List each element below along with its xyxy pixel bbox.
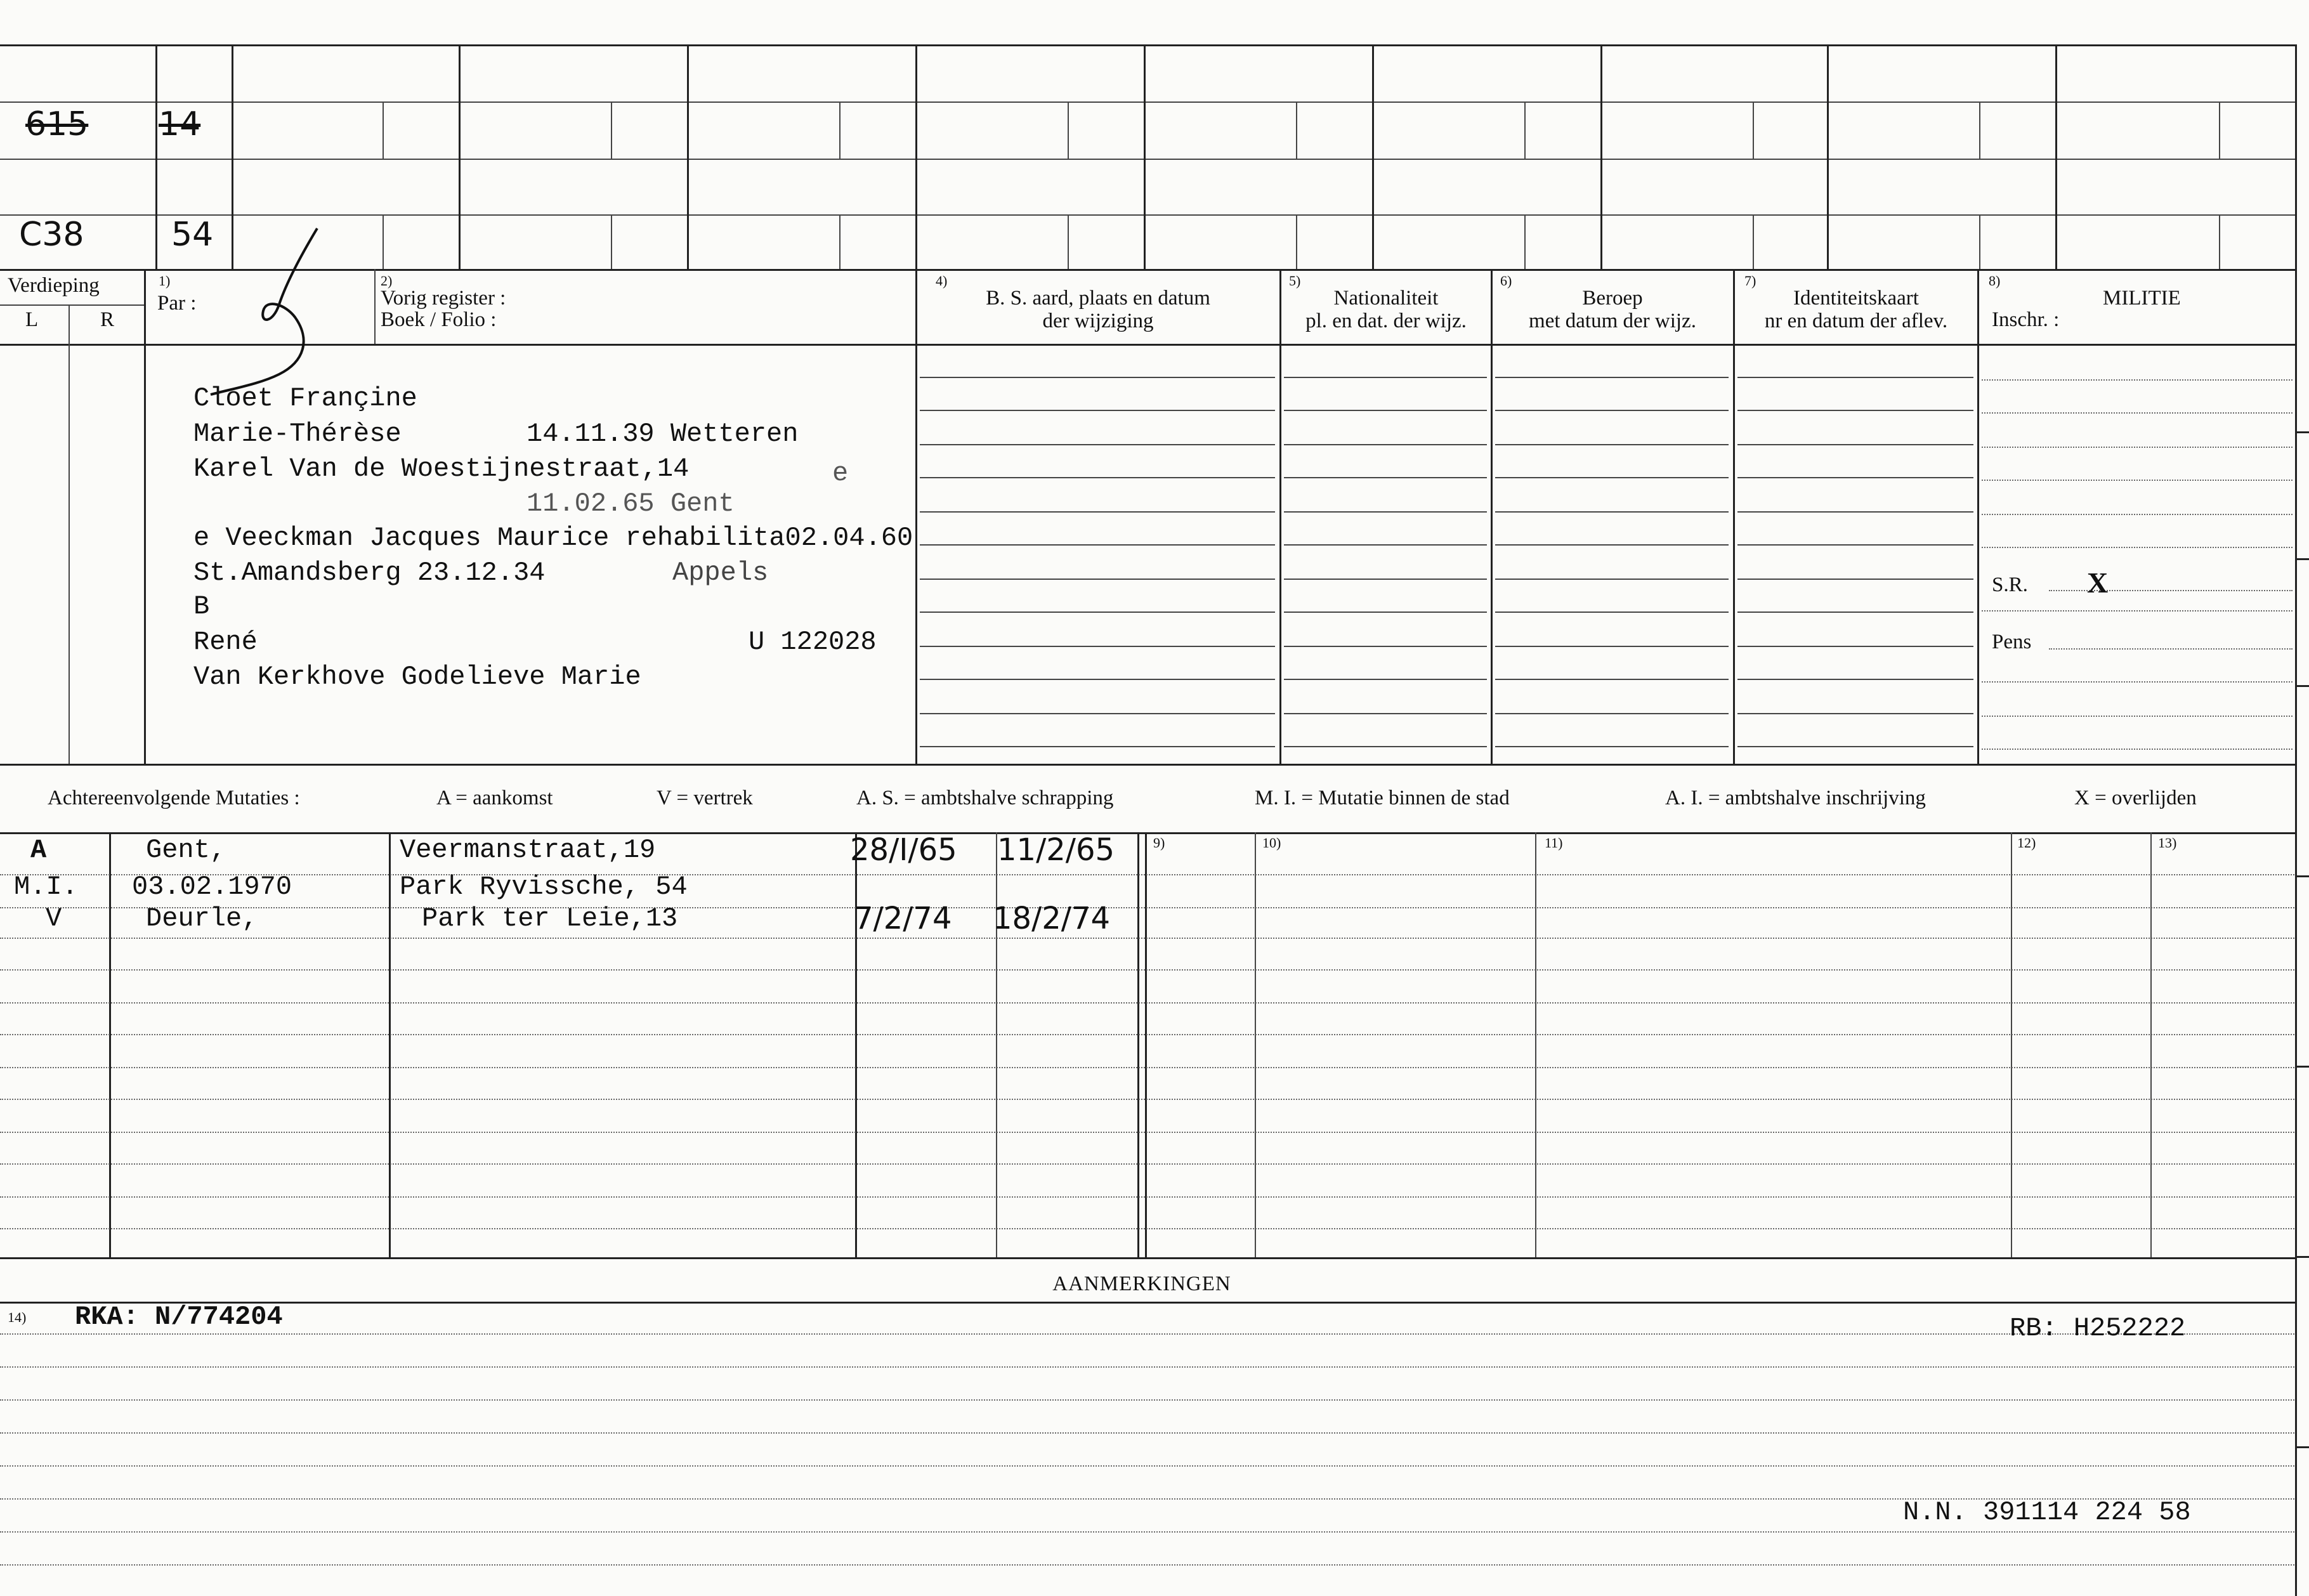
person-line-2-birth: 14.11.39 Wetteren <box>527 419 799 449</box>
militie-label: MILITIE <box>2103 287 2181 310</box>
mutation-code: V <box>46 903 62 934</box>
col-number-11: 11) <box>1545 835 1563 851</box>
boek-folio-label: Boek / Folio : <box>381 308 497 331</box>
mutation-code: A <box>30 835 47 865</box>
beroep-header <box>1492 287 1733 332</box>
field-number-6: 6) <box>1500 273 1512 289</box>
grid-r2c1: C38 <box>19 216 84 254</box>
legend-title: Achtereenvolgende Mutaties : <box>48 787 300 809</box>
mutation-address: Veermanstraat,19 <box>400 835 656 865</box>
field-number-5: 5) <box>1289 273 1301 289</box>
l-label: L <box>25 308 39 331</box>
field-number-4: 4) <box>936 273 948 289</box>
sr-mark: X <box>2087 566 2109 599</box>
mutation-code: M.I. <box>14 872 78 902</box>
beroep-line1: Beroep <box>1582 287 1643 310</box>
mutation-date-1: 28/I/65 <box>850 832 957 868</box>
field-number-1: 1) <box>159 273 171 289</box>
field-number-8: 8) <box>1989 273 2001 289</box>
par-label: Par : <box>157 292 197 315</box>
person-line-3-mark: e <box>832 458 849 488</box>
grid-r2c2: 54 <box>171 216 214 254</box>
legend-mi: M. I. = Mutatie binnen de stad <box>1255 787 1510 809</box>
grid-r1c2: 14 <box>159 105 201 143</box>
nationaliteit-header <box>1281 287 1491 332</box>
bs-header <box>917 287 1279 332</box>
rb-number: RB: H252222 <box>2010 1313 2186 1344</box>
mutation-place: Gent, <box>146 835 226 865</box>
sr-label: S.R. <box>1992 573 2028 596</box>
grid-r1c1: 615 <box>25 105 89 143</box>
legend-v: V = vertrek <box>657 787 753 809</box>
mutation-place: Deurle, <box>146 903 258 934</box>
nationaliteit-line2: pl. en dat. der wijz. <box>1305 310 1467 332</box>
person-line-6-place: St.Amandsberg 23.12.34 <box>193 558 546 588</box>
col-number-9: 9) <box>1153 835 1165 851</box>
rka-number: RKA: N/774204 <box>75 1302 283 1332</box>
person-line-3-address: Karel Van de Woestijnestraat,14 <box>193 454 690 484</box>
legend-a: A = aankomst <box>436 787 553 809</box>
col-number-12: 12) <box>2017 835 2036 851</box>
beroep-line2: met datum der wijz. <box>1529 310 1696 332</box>
person-line-1: Cloet Françine <box>193 383 417 414</box>
legend-as: A. S. = ambtshalve schrapping <box>856 787 1114 809</box>
mutation-date-1: 7/2/74 <box>854 901 952 936</box>
pens-label: Pens <box>1992 631 2032 653</box>
mutation-date-2: 11/2/65 <box>997 832 1115 868</box>
mutation-address: Park Ryvissche, 54 <box>400 872 688 902</box>
par-stroke-icon <box>209 222 336 400</box>
bs-header-line2: der wijziging <box>1042 310 1154 332</box>
verdieping-label: Verdieping <box>8 274 100 297</box>
col-number-13: 13) <box>2158 835 2177 851</box>
person-line-2-name: Marie-Thérèse <box>193 419 402 449</box>
mutation-place: 03.02.1970 <box>132 872 292 902</box>
field-number-7: 7) <box>1744 273 1756 289</box>
identiteitskaart-line2: nr en datum der aflev. <box>1764 310 1948 332</box>
bs-header-line1: B. S. aard, plaats en datum <box>986 287 1210 310</box>
person-line-8-name: René <box>193 627 258 657</box>
person-line-6-note: Appels <box>672 558 769 588</box>
identiteitskaart-line1: Identiteitskaart <box>1793 287 1919 310</box>
identiteitskaart-header <box>1735 287 1977 332</box>
inschr-label: Inschr. : <box>1992 308 2060 331</box>
person-line-8-code: U 122028 <box>749 627 877 657</box>
vorig-register-label: Vorig register : <box>381 287 506 310</box>
remarks-title: AANMERKINGEN <box>1052 1272 1231 1295</box>
nationaliteit-line1: Nationaliteit <box>1333 287 1439 310</box>
field-number-14: 14) <box>8 1309 27 1325</box>
person-line-7: B <box>193 591 210 622</box>
person-line-5: e Veeckman Jacques Maurice rehabilita02.04.60 <box>193 523 913 553</box>
person-line-9: Van Kerkhove Godelieve Marie <box>193 662 641 692</box>
legend-x: X = overlijden <box>2074 787 2197 809</box>
mutation-address: Park ter Leie,13 <box>422 903 678 934</box>
field-number-2: 2) <box>381 273 393 289</box>
person-line-4: 11.02.65 Gent <box>527 488 735 519</box>
legend-ai: A. I. = ambtshalve inschrijving <box>1665 787 1926 809</box>
r-label: R <box>100 308 115 331</box>
nn-number: N.N. 391114 224 58 <box>1903 1497 2191 1527</box>
mutation-date-2: 18/2/74 <box>993 901 1111 936</box>
col-number-10: 10) <box>1262 835 1281 851</box>
